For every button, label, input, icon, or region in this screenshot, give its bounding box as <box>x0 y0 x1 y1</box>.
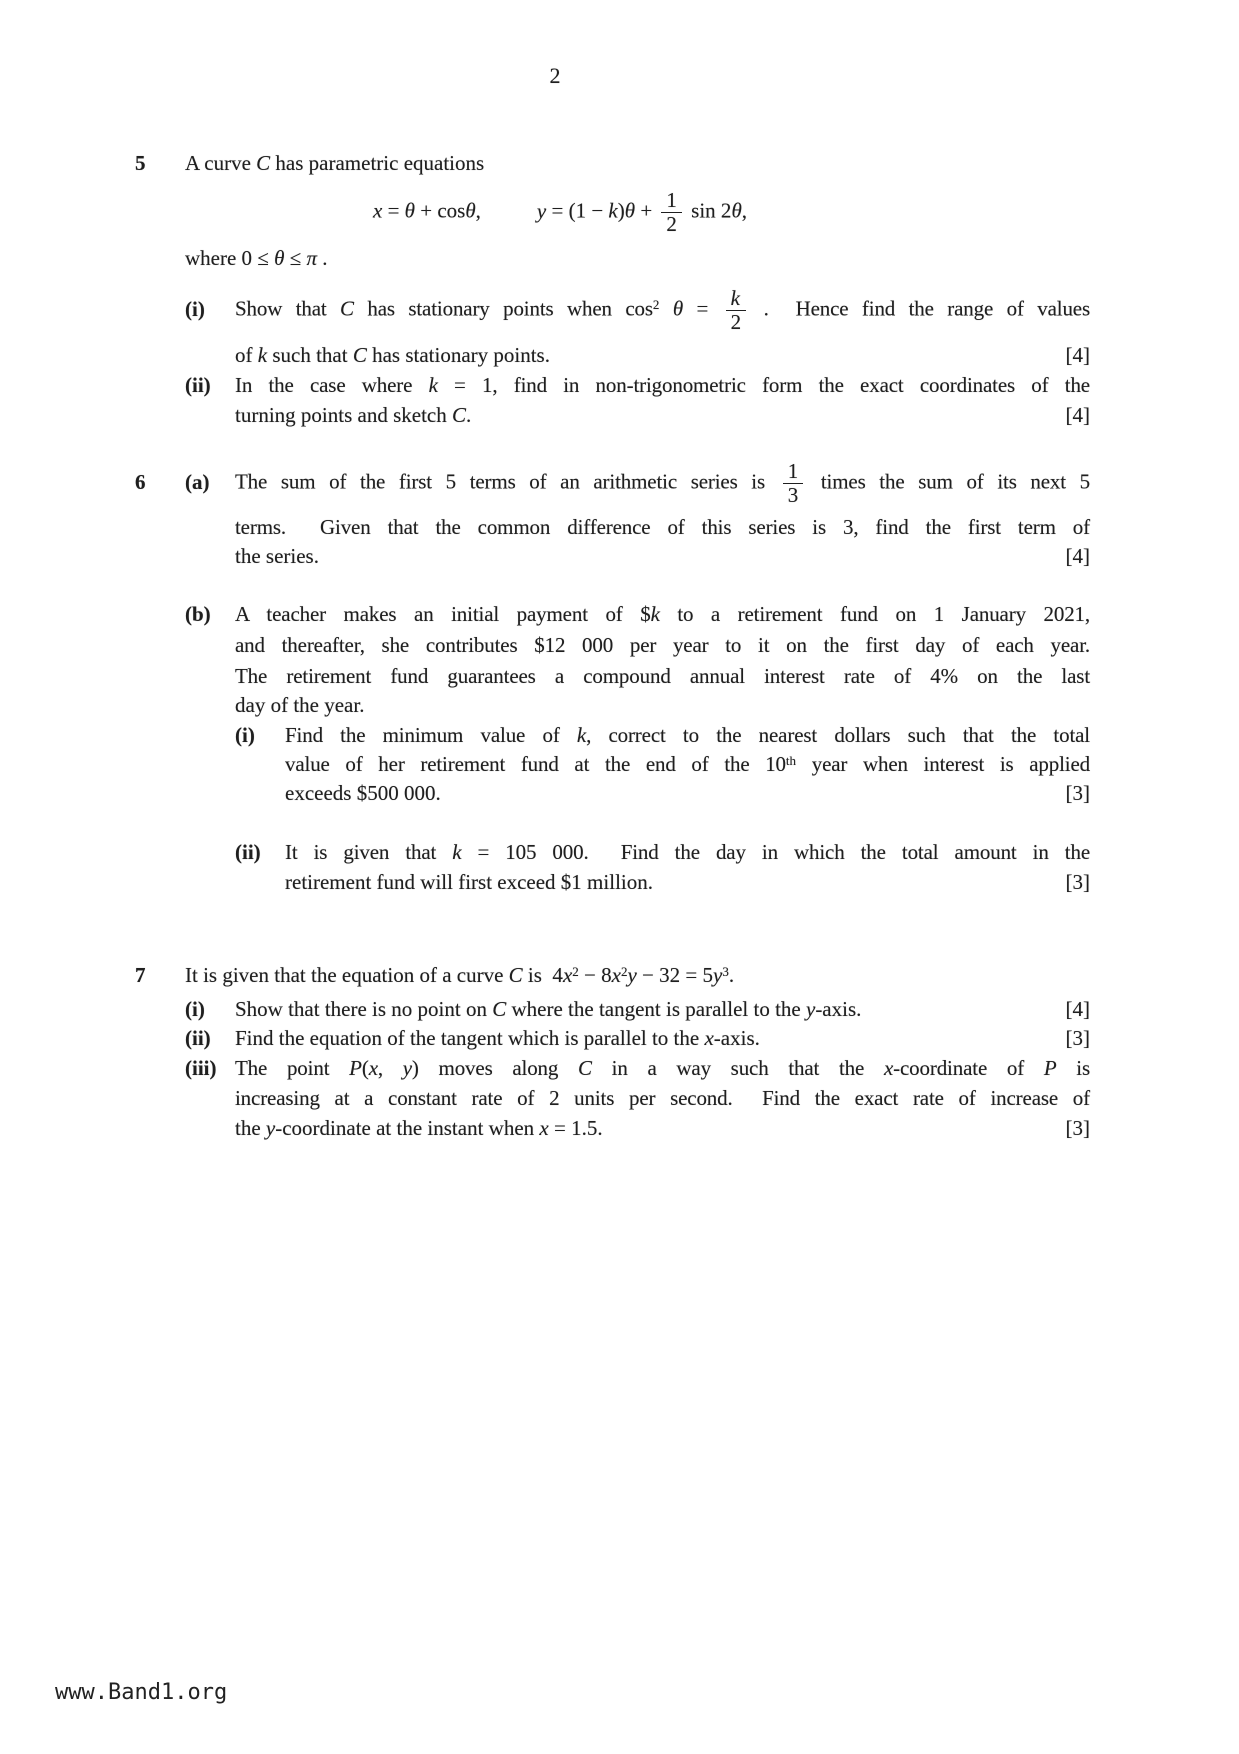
line-text: turning points and sketch C. <box>235 403 472 427</box>
marks-label: [4] <box>1065 343 1090 367</box>
q5-part-i-line-1 <box>135 286 1090 335</box>
line-text: and thereafter, she contributes $12 000 per year to it on the first day of each year. <box>235 633 1090 657</box>
q6a-line-2 <box>135 513 1090 541</box>
question-number: 6 <box>135 470 146 494</box>
q7-part-i-line <box>135 995 1090 1023</box>
line-text: The retirement fund guarantees a compound annual interest rate of 4% on the last <box>235 664 1090 688</box>
q7-intro-line <box>135 961 1090 989</box>
q6b-ii-line-2 <box>135 868 1090 896</box>
line-text: In the case where k = 1, find in non-trigonometric form the exact coordinates of the <box>235 373 1090 397</box>
fraction: $\frac{1}{2}$ <box>661 190 682 236</box>
q6b-line-2 <box>135 631 1090 659</box>
marks-label: [4] <box>1065 403 1090 427</box>
marks-label: [3] <box>1065 781 1090 805</box>
marks-label: [3] <box>1065 1026 1090 1050</box>
q6b-i-line-3 <box>135 779 1090 807</box>
q6b-line-3 <box>135 662 1090 690</box>
line-text: value of her retirement fund at the end of the 10th year when interest is applied <box>285 752 1091 776</box>
line-text: A teacher makes an initial payment of $k to a retirement fund on 1 January 2021, <box>235 602 1090 626</box>
marks-label: [4] <box>1065 544 1090 568</box>
q7-part-iii-line-1 <box>135 1054 1090 1082</box>
line-text: The point P(x, y) moves along C in a way such that the x-coordinate of P is <box>235 1056 1090 1080</box>
part-label: (i) <box>185 297 205 321</box>
q6b-ii-line-1 <box>135 838 1090 866</box>
line-text: day of the year. <box>235 693 365 717</box>
fraction: $\frac{k}{2}$ <box>726 288 747 334</box>
marks-label: [3] <box>1065 870 1090 894</box>
part-label: (ii) <box>185 1026 211 1050</box>
q6b-line-1 <box>135 600 1090 628</box>
marks-label: [4] <box>1065 997 1090 1021</box>
q7-part-ii-line <box>135 1024 1090 1052</box>
part-label: (b) <box>185 602 211 626</box>
part-label: (ii) <box>235 840 261 864</box>
q6b-line-4 <box>135 691 1090 719</box>
part-label: (ii) <box>185 373 211 397</box>
line-text: It is given that k = 105 000. Find the day in which the total amount in the <box>285 840 1090 864</box>
part-label: (i) <box>235 723 255 747</box>
line-text: retirement fund will first exceed $1 million. <box>285 870 653 894</box>
line-text: of k such that C has stationary points. <box>235 343 550 367</box>
q7-part-iii-line-2 <box>135 1084 1090 1112</box>
q5-part-i-line-2 <box>135 341 1090 369</box>
line-text: increasing at a constant rate of 2 units per second. Find the exact rate of increase of <box>235 1086 1090 1110</box>
part-label: (a) <box>185 470 210 494</box>
line-text: The sum of the first 5 terms of an arithmetic series is $\frac{1}{3}$ times the sum of its next 5 <box>235 459 1090 508</box>
line-text: where 0 ≤ θ ≤ π . <box>185 246 328 270</box>
part-label: (i) <box>185 997 205 1021</box>
question-number: 5 <box>135 151 146 175</box>
page-number: 2 <box>549 63 561 88</box>
q5-equation-line <box>135 188 985 237</box>
part-label: (iii) <box>185 1056 217 1080</box>
line-text: It is given that the equation of a curve C is $4x^2 - 8x^2y - 32 = 5y^3$. <box>185 963 735 987</box>
q5-where-line <box>135 244 1090 272</box>
equation-text: x = θ + cosθ, y = (1 − k)θ + $\frac{1}{2}$ sin 2θ, <box>372 188 748 237</box>
line-text: exceeds $500 000. <box>285 781 441 805</box>
line-text: Show that there is no point on C where the tangent is parallel to the y-axis. <box>235 997 862 1021</box>
marks-label: [3] <box>1065 1116 1090 1140</box>
line-text: the y-coordinate at the instant when x = 1.5. <box>235 1116 603 1140</box>
q6b-i-line-2 <box>135 750 1090 778</box>
question-number: 7 <box>135 963 146 987</box>
footer-watermark: www.Band1.org <box>55 1680 228 1705</box>
line-text: terms. Given that the common difference of this series is 3, find the first term of <box>235 515 1090 539</box>
line-text: Find the minimum value of k, correct to the nearest dollars such that the total <box>285 723 1090 747</box>
q5-part-ii-line-1 <box>135 371 1090 399</box>
q6a-line-3 <box>135 542 1090 570</box>
fraction: $\frac{1}{3}$ <box>783 461 804 507</box>
q7-part-iii-line-3 <box>135 1114 1090 1142</box>
line-text: the series. <box>235 544 319 568</box>
line-text: Find the equation of the tangent which is parallel to the x-axis. <box>235 1026 760 1050</box>
line-text: Show that C has stationary points when $\cos^2 \theta$ = $\frac{k}{2}$ . Hence find the range of values <box>235 286 1090 335</box>
q6b-i-line-1 <box>135 721 1090 749</box>
q6a-line-1 <box>135 459 1090 508</box>
q5-intro-line <box>135 149 1090 177</box>
q5-part-ii-line-2 <box>135 401 1090 429</box>
line-text: A curve C has parametric equations <box>185 151 485 175</box>
